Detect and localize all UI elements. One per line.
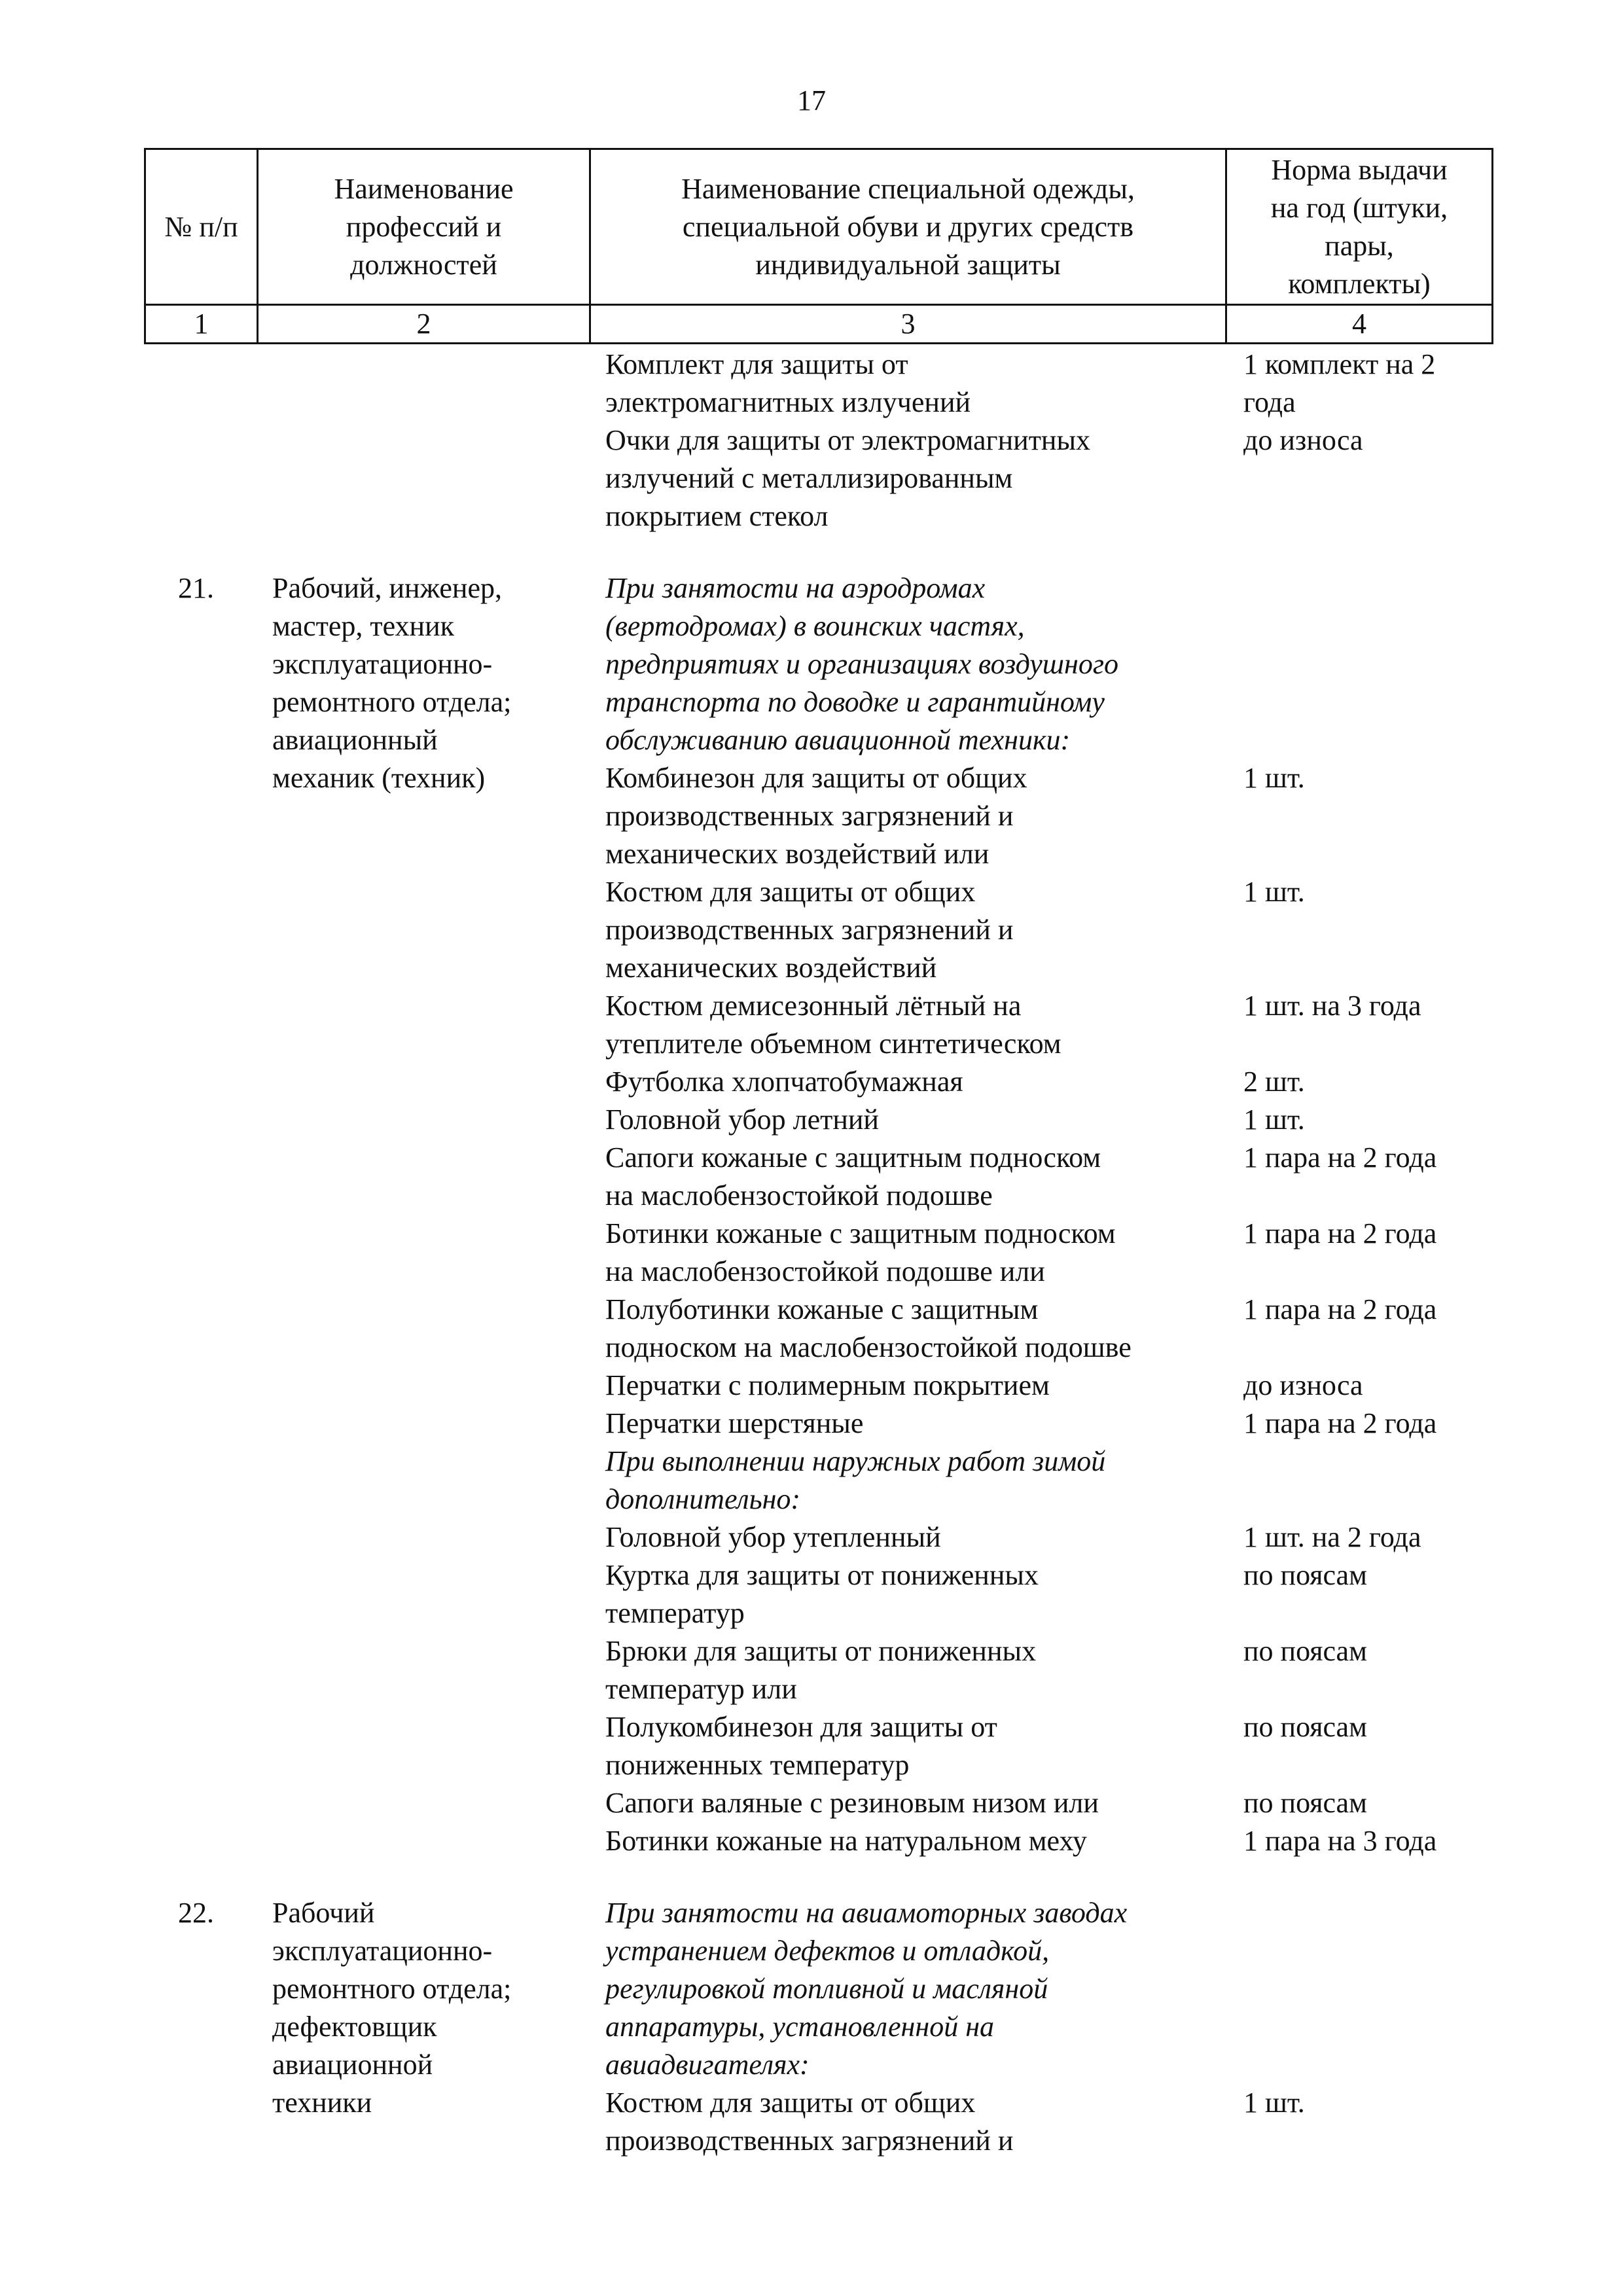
condition-line: При занятости на авиамоторных заводах [605,1897,1128,1929]
row-number: 21. [178,572,214,604]
condition-line: устранением дефектов и отладкой, [605,1935,1050,1967]
item-line: Ботинки кожаные с защитным подноском [605,1217,1116,1249]
norm-line: 1 шт. на 2 года [1243,1521,1421,1553]
item-line: на маслобензостойкой подошве [605,1179,993,1211]
norm-line: до износа [1243,424,1363,456]
row-number: 22. [178,1897,214,1929]
item-line: механических воздействий [605,952,937,984]
column-number-1: 1 [194,308,209,340]
norm-line: 1 пара на 2 года [1243,1293,1437,1325]
norm-line: 1 комплект на 2 [1243,348,1436,380]
norm-line: года [1243,386,1296,418]
header-text-line: на год (штуки, [1270,191,1448,224]
item-line: производственных загрязнений и [605,914,1014,946]
norm-line: по поясам [1243,1711,1367,1743]
norm-line: 1 шт. [1243,1103,1305,1136]
condition-line: дополнительно: [605,1483,801,1515]
item-line: Куртка для защиты от пониженных [605,1559,1039,1591]
item-line: излучений с металлизированным [605,462,1013,494]
item-line: Костюм демисезонный лётный на [605,990,1022,1022]
profession-line: дефектовщик [272,2011,437,2043]
item-line: Костюм для защиты от общих [605,2087,976,2119]
profession-line: механик (техник) [272,762,486,794]
header-text-line: индивидуальной защиты [755,248,1061,281]
column-number-4: 4 [1352,308,1366,340]
item-line: Полукомбинезон для защиты от [605,1711,997,1743]
header-col-norm [1227,150,1491,304]
condition-line: аппаратуры, установленной на [605,2011,995,2043]
norm-line: до износа [1243,1369,1363,1401]
item-line: подноском на маслобензостойкой подошве [605,1331,1132,1363]
header-text-line: специальной обуви и других средств [682,210,1134,243]
norm-line: 1 шт. на 3 года [1243,990,1421,1022]
item-line: производственных загрязнений и [605,2125,1014,2157]
condition-line: При выполнении наружных работ зимой [605,1445,1106,1477]
page-number: 17 [797,84,826,117]
item-line: Костюм для защиты от общих [605,876,976,908]
header-col-number-label: № п/п [164,210,238,243]
condition-line: При занятости на аэродромах [605,572,986,604]
item-line: Перчатки шерстяные [605,1407,864,1439]
item-line: Перчатки с полимерным покрытием [605,1369,1050,1401]
condition-line: обслуживанию авиационной техники: [605,724,1071,756]
condition-line: транспорта по доводке и гарантийному [605,686,1105,718]
norm-line: 1 пара на 2 года [1243,1407,1437,1439]
header-text-line: Наименование специальной одежды, [681,172,1135,205]
profession-line: авиационной [272,2049,433,2081]
item-line: электромагнитных излучений [605,386,971,418]
profession-line: Рабочий, инженер, [272,572,502,604]
profession-line: эксплуатационно- [272,1935,493,1967]
condition-line: предприятиях и организациях воздушного [605,648,1118,680]
table-header-bottom-border [144,342,1493,344]
header-text-line: пары, [1325,229,1394,262]
item-line: Футболка хлопчатобумажная [605,1066,963,1098]
header-col-profession [259,150,589,304]
condition-line: авиадвигателях: [605,2049,810,2081]
item-line: Полуботинки кожаные с защитным [605,1293,1039,1325]
condition-line: (вертодромах) в воинских частях, [605,610,1025,642]
norm-line: 1 шт. [1243,876,1305,908]
column-number-3: 3 [901,308,916,340]
header-text-line: Норма выдачи [1271,153,1448,186]
norm-line: 1 шт. [1243,2087,1305,2119]
profession-line: эксплуатационно- [272,648,493,680]
item-line: пониженных температур [605,1749,910,1781]
table-header [144,148,1493,344]
norm-line: 1 пара на 2 года [1243,1217,1437,1249]
column-number-2: 2 [416,308,431,340]
norm-line: по поясам [1243,1559,1367,1591]
item-line: температур или [605,1673,797,1705]
profession-line: мастер, техник [272,610,455,642]
profession-line: ремонтного отдела; [272,1973,512,2005]
item-line: Сапоги кожаные с защитным подноском [605,1141,1101,1174]
profession-line: авиационный [272,724,438,756]
norm-line: 2 шт. [1243,1066,1305,1098]
norm-line: по поясам [1243,1787,1367,1819]
profession-line: техники [272,2087,372,2119]
norm-line: 1 пара на 2 года [1243,1141,1437,1174]
header-text-line: профессий и [346,210,502,243]
header-col-equipment [591,150,1225,304]
norm-line: по поясам [1243,1635,1367,1667]
norm-line: 1 шт. [1243,762,1305,794]
header-text-line: должностей [350,248,497,281]
profession-line: Рабочий [272,1897,375,1929]
item-line: Брюки для защиты от пониженных [605,1635,1037,1667]
item-line: Комбинезон для защиты от общих [605,762,1027,794]
header-text-line: комплекты) [1288,267,1431,300]
item-line: покрытием стекол [605,500,829,532]
condition-line: регулировкой топливной и масляной [605,1973,1048,2005]
item-line: на маслобензостойкой подошве или [605,1255,1045,1287]
item-line: температур [605,1597,745,1629]
item-line: производственных загрязнений и [605,800,1014,832]
norm-line: 1 пара на 3 года [1243,1825,1437,1857]
profession-line: ремонтного отдела; [272,686,512,718]
item-line: Комплект для защиты от [605,348,908,380]
item-line: Головной убор утепленный [605,1521,941,1553]
item-line: Ботинки кожаные на натуральном меху [605,1825,1087,1857]
item-line: Сапоги валяные с резиновым низом или [605,1787,1099,1819]
item-line: механических воздействий или [605,838,990,870]
item-line: утеплителе объемном синтетическом [605,1028,1061,1060]
item-line: Очки для защиты от электромагнитных [605,424,1091,456]
item-line: Головной убор летний [605,1103,879,1136]
column-border [1491,148,1493,344]
header-col-number [146,150,257,304]
header-text-line: Наименование [334,172,514,205]
